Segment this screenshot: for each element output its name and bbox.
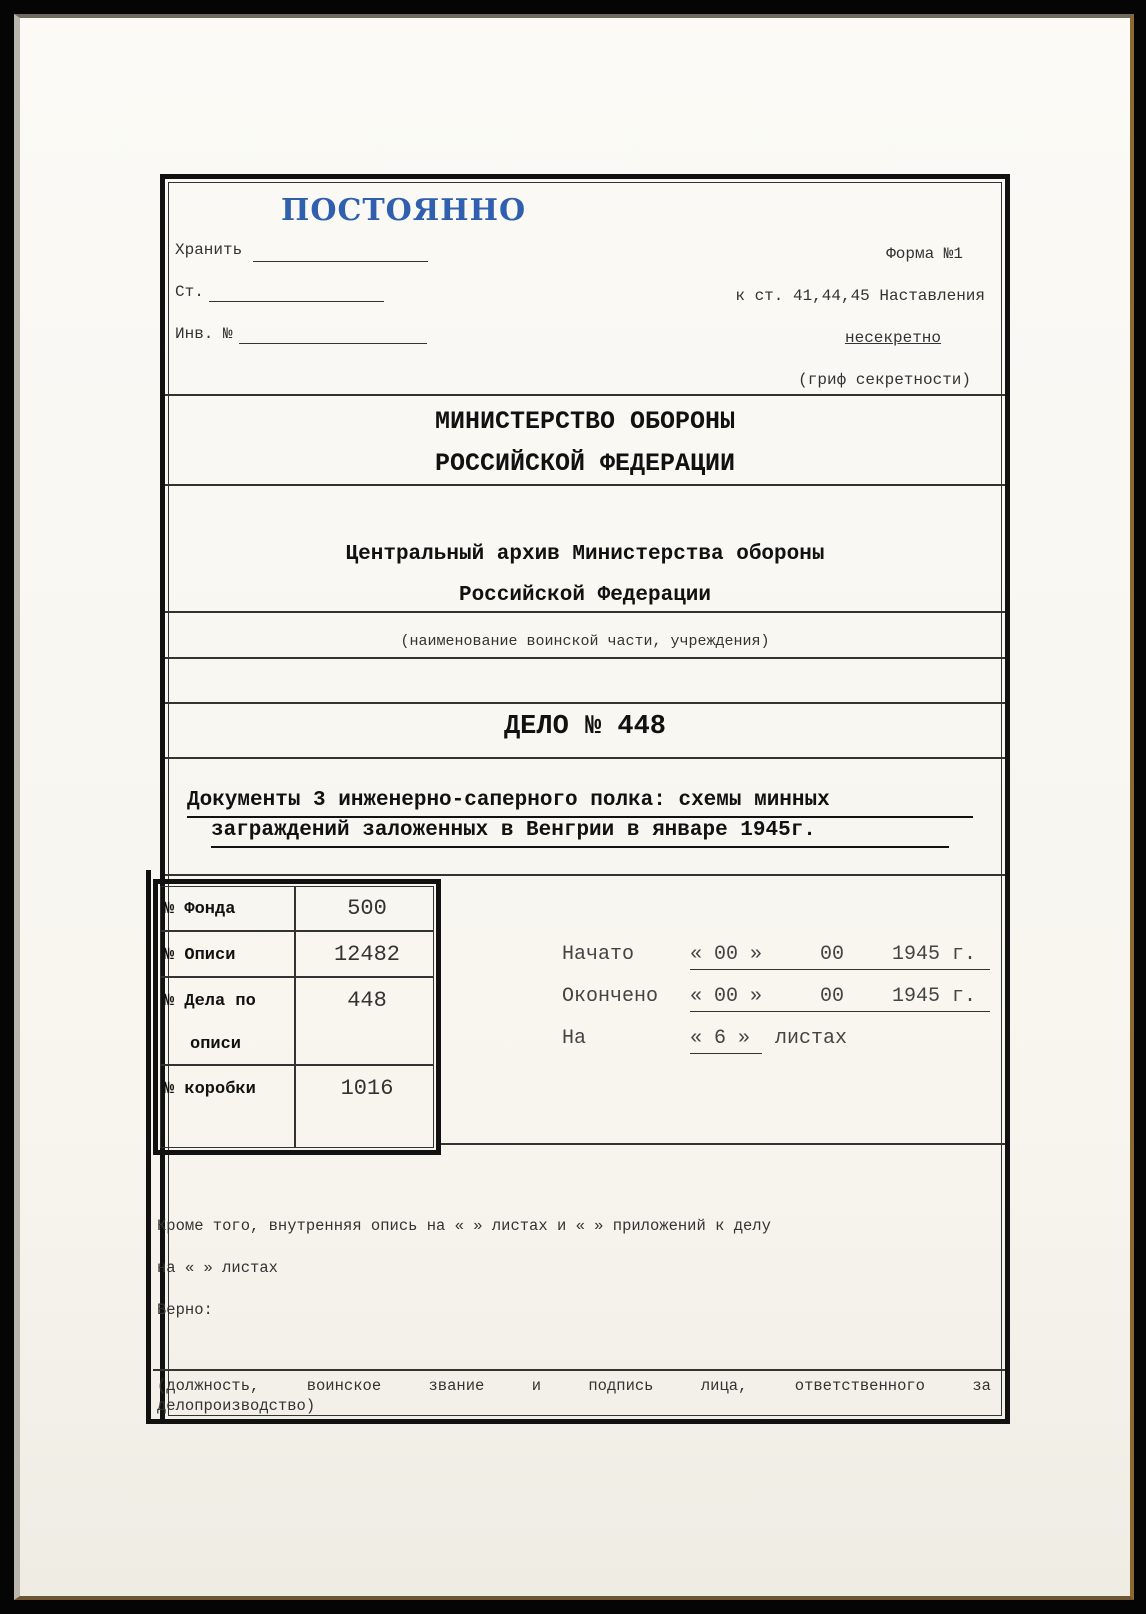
divider	[165, 484, 1005, 486]
caption-word: и	[531, 1377, 541, 1395]
store-label: Хранить	[175, 241, 243, 259]
article-field-line[interactable]	[209, 301, 384, 302]
ended-month: 00	[820, 985, 845, 1008]
permanent-storage-stamp: ПОСТОЯННО	[281, 193, 527, 228]
caption-word: воинское	[306, 1377, 382, 1395]
delo-label: № Дела по	[164, 992, 256, 1011]
inventory-number-label: Инв. №	[175, 325, 233, 343]
started-year: 1945 г.	[892, 943, 977, 966]
ended-year: 1945 г.	[892, 985, 977, 1008]
sheets-suffix: листах	[775, 1027, 848, 1050]
ended-label: Окончено	[562, 985, 659, 1008]
case-title-line-2: заграждений заложенных в Венгрии в январе 1945г.	[211, 819, 816, 842]
box-label: № коробки	[164, 1080, 256, 1099]
archive-codes-table	[153, 879, 441, 1155]
internal-inventory-note: Кроме того, внутренняя опись на « » листах и « » приложений к делу	[157, 1217, 771, 1235]
started-day: « 00 »	[690, 943, 763, 966]
divider	[165, 394, 1005, 396]
signature-caption-line-2: делопроизводство)	[157, 1397, 316, 1415]
frame-lower-left-edge	[146, 870, 165, 1424]
title-underline-1	[187, 816, 973, 818]
signature-caption	[157, 1377, 991, 1395]
divider	[441, 1143, 1005, 1145]
caption-word: подпись	[588, 1377, 654, 1395]
store-field-line[interactable]	[253, 261, 428, 262]
sheets-note: на « » листах	[157, 1259, 278, 1277]
started-label: Начато	[562, 943, 635, 966]
ended-date-line	[690, 1011, 990, 1012]
article-label: Ст.	[175, 283, 204, 301]
delo-value: 448	[347, 988, 387, 1013]
sheets-label: На	[562, 1027, 587, 1050]
classification-value: несекретно	[844, 329, 941, 347]
divider	[165, 874, 1005, 876]
instruction-reference: к ст. 41,44,45 Наставления	[735, 287, 985, 305]
verified-label: Верно:	[157, 1301, 213, 1319]
divider	[165, 757, 1005, 759]
started-date-line	[690, 969, 990, 970]
inventory-number-field-line[interactable]	[239, 343, 427, 344]
divider	[165, 611, 1005, 613]
ended-day: « 00 »	[690, 985, 763, 1008]
sheets-count: « 6 »	[690, 1027, 751, 1050]
table-column-divider	[294, 886, 296, 1148]
delo-label-2: описи	[190, 1035, 242, 1054]
classification-caption: (гриф секретности)	[798, 371, 971, 389]
opis-value: 12482	[333, 942, 400, 967]
opis-label: № Описи	[164, 946, 236, 965]
divider	[165, 657, 1005, 659]
unit-name-caption: (наименование воинской части, учреждения)	[400, 633, 770, 650]
box-value: 1016	[340, 1076, 394, 1101]
case-number: ДЕЛО № 448	[503, 712, 667, 742]
caption-word: звание	[428, 1377, 485, 1395]
case-title-line-1: Документы 3 инженерно-саперного полка: схемы минных	[187, 789, 830, 812]
started-month: 00	[820, 943, 845, 966]
divider	[153, 1369, 1005, 1371]
archive-line-2: Российской Федерации	[458, 584, 712, 607]
case-cover-frame	[157, 174, 1010, 1424]
caption-word: ответственного	[794, 1377, 925, 1395]
form-number: Форма №1	[886, 245, 963, 263]
caption-word: за	[972, 1377, 991, 1395]
ministry-line-1: МИНИСТЕРСТВО ОБОРОНЫ	[434, 407, 736, 436]
fond-value: 500	[347, 896, 387, 921]
title-underline-2	[211, 846, 949, 848]
ministry-line-2: РОССИЙСКОЙ ФЕДЕРАЦИИ	[434, 449, 736, 478]
divider	[165, 702, 1005, 704]
sheets-count-line	[690, 1053, 762, 1054]
caption-word: (должность,	[157, 1377, 260, 1395]
caption-word: лица,	[700, 1377, 748, 1395]
archive-line-1: Центральный архив Министерства обороны	[345, 543, 825, 566]
fond-label: № Фонда	[164, 900, 236, 919]
